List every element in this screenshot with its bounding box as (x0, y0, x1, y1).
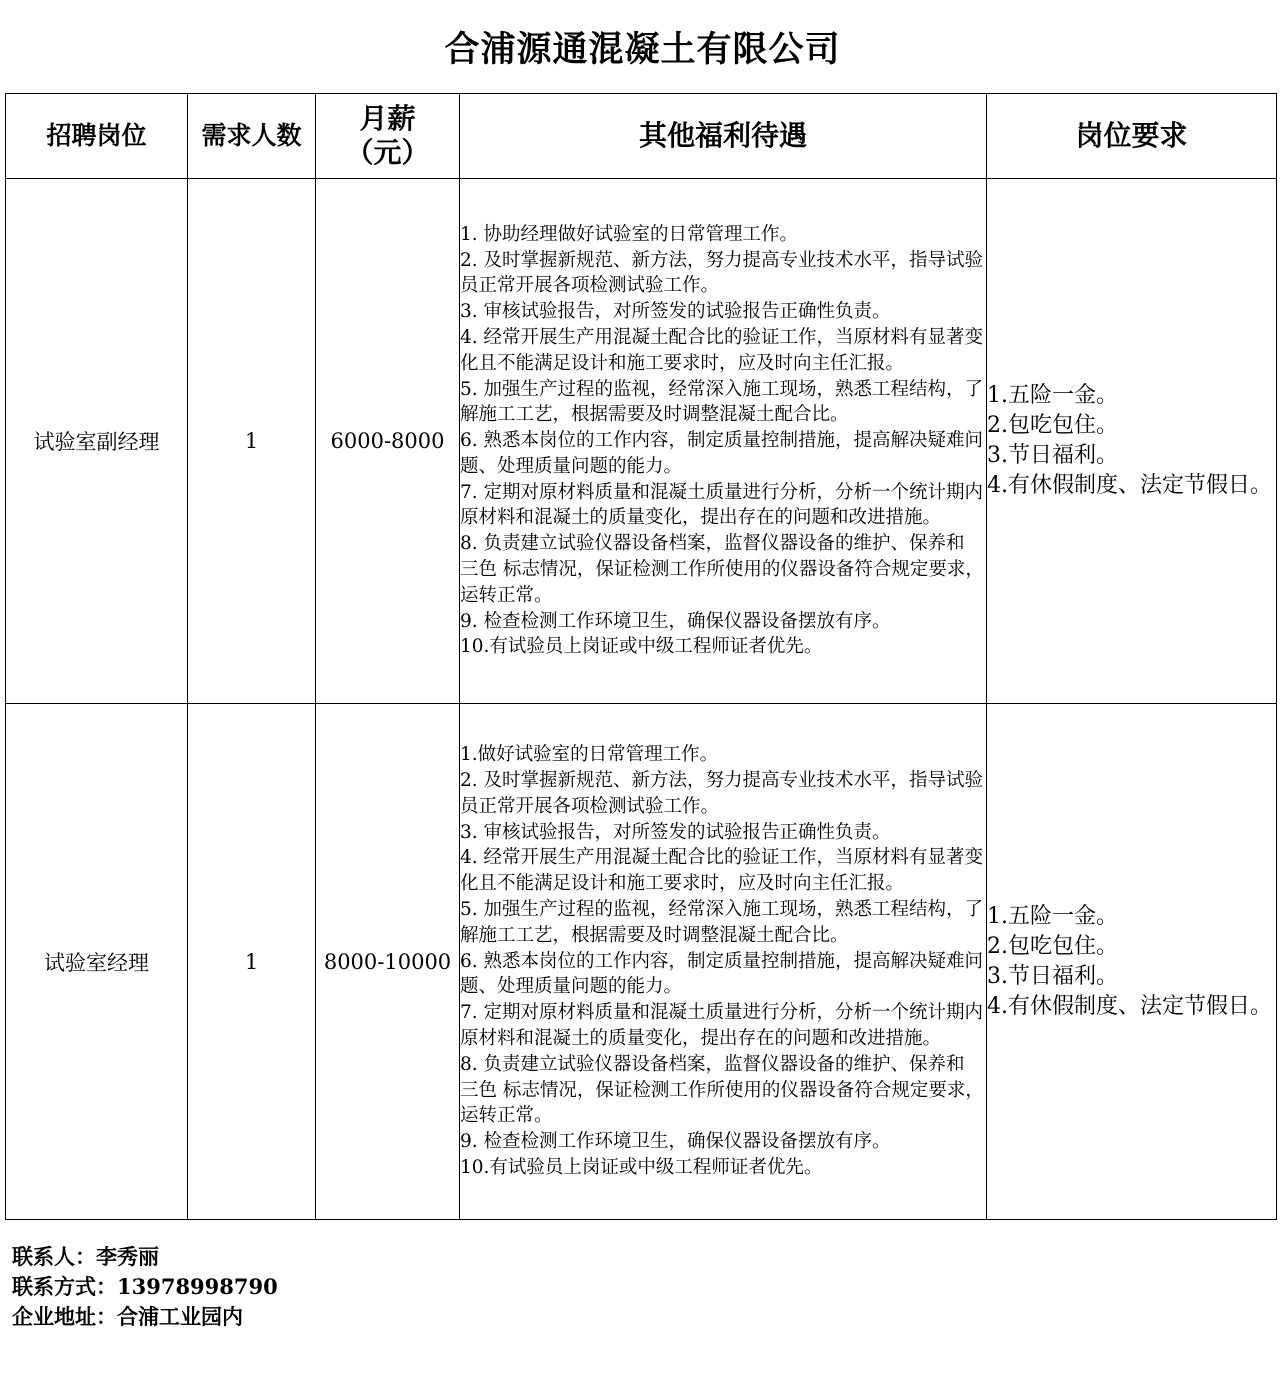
benefit-item: 2.包吃包住。 (987, 413, 1118, 438)
job-count: 1 (188, 704, 316, 1220)
contact-phone: 联系方式：13978998790 (12, 1274, 278, 1299)
benefit-item: 1.五险一金。 (987, 383, 1118, 408)
duty-item: 2. 及时掌握新规范、新方法，努力提高专业技术水平，指导试验员正常开展各项检测试验工作。 (460, 249, 984, 297)
duty-item: 8. 负责建立试验仪器设备档案，监督仪器设备的维护、保养和 三色 标志情况，保证检测工作所使用的仪器设备符合规定要求，运转正常。 (460, 1053, 984, 1127)
duty-item: 10.有试验员上岗证或中级工程师证者优先。 (460, 1156, 823, 1178)
duty-item: 10.有试验员上岗证或中级工程师证者优先。 (460, 636, 823, 658)
page-title: 合浦源通混凝土有限公司 (444, 29, 841, 70)
header-salary-line2: （元） (345, 136, 430, 169)
job-benefits (987, 179, 1277, 704)
duty-item: 3. 审核试验报告，对所签发的试验报告正确性负责。 (460, 301, 891, 323)
duty-item: 1. 协助经理做好试验室的日常管理工作。 (460, 223, 799, 245)
benefit-item: 4.有休假制度、法定节假日。 (987, 993, 1272, 1019)
header-requirements: 岗位要求 (987, 94, 1277, 179)
benefit-item: 3.节日福利。 (987, 443, 1118, 468)
duty-item: 8. 负责建立试验仪器设备档案，监督仪器设备的维护、保养和 三色 标志情况，保证检测工作所使用的仪器设备符合规定要求，运转正常。 (460, 533, 984, 606)
benefit-item: 1.五险一金。 (987, 903, 1118, 929)
table-row (6, 704, 1277, 1220)
job-duties (460, 704, 987, 1220)
duty-item: 9. 检查检测工作环境卫生，确保仪器设备摆放有序。 (460, 1131, 891, 1153)
header-row (6, 94, 1277, 179)
duty-item: 9. 检查检测工作环境卫生，确保仪器设备摆放有序。 (460, 610, 891, 632)
header-position: 招聘岗位 (6, 94, 188, 179)
benefit-item: 2.包吃包住。 (987, 933, 1118, 959)
duty-item: 4. 经常开展生产用混凝土配合比的验证工作，当原材料有显著变化且不能满足设计和施工要求时，应及时向主任汇报。 (460, 326, 984, 374)
job-benefits (987, 704, 1277, 1220)
recruitment-table (5, 93, 1277, 1220)
header-salary (316, 94, 460, 179)
job-count: 1 (188, 179, 316, 704)
benefit-item: 4.有休假制度、法定节假日。 (987, 473, 1272, 498)
duty-item: 3. 审核试验报告，对所签发的试验报告正确性负责。 (460, 821, 891, 843)
header-benefits: 其他福利待遇 (460, 94, 987, 179)
duty-item: 7. 定期对原材料质量和混凝土质量进行分析，分析一个统计期内原材料和混凝土的质量变化，提出存在的问题和改进措施。 (460, 481, 984, 529)
job-salary: 6000-8000 (316, 179, 460, 704)
benefit-item: 3.节日福利。 (987, 963, 1118, 989)
duty-item: 5. 加强生产过程的监视，经常深入施工现场，熟悉工程结构，了解施工工艺，根据需要及时调整混凝土配合比。 (460, 899, 984, 946)
duty-item: 6. 熟悉本岗位的工作内容，制定质量控制措施，提高解决疑难问题、处理质量问题的能力。 (460, 430, 984, 477)
job-position: 试验室副经理 (6, 179, 188, 704)
duty-item: 4. 经常开展生产用混凝土配合比的验证工作，当原材料有显著变化且不能满足设计和施工要求时，应及时向主任汇报。 (460, 847, 984, 895)
job-salary: 8000-10000 (316, 704, 460, 1220)
job-position: 试验室经理 (6, 704, 188, 1220)
duty-item: 7. 定期对原材料质量和混凝土质量进行分析，分析一个统计期内原材料和混凝土的质量变化，提出存在的问题和改进措施。 (460, 1002, 984, 1049)
header-count: 需求人数 (188, 94, 316, 179)
table-row (6, 179, 1277, 704)
duty-item: 1.做好试验室的日常管理工作。 (460, 744, 719, 766)
duty-item: 2. 及时掌握新规范、新方法，努力提高专业技术水平，指导试验员正常开展各项检测试验工作。 (460, 770, 984, 817)
contact-person: 联系人：李秀丽 (12, 1244, 159, 1269)
duty-item: 6. 熟悉本岗位的工作内容，制定质量控制措施，提高解决疑难问题、处理质量问题的能力。 (460, 950, 984, 998)
contact-address: 企业地址：合浦工业园内 (12, 1304, 243, 1329)
job-duties (460, 179, 987, 704)
duty-item: 5. 加强生产过程的监视，经常深入施工现场，熟悉工程结构，了解施工工艺，根据需要及时调整混凝土配合比。 (460, 378, 984, 426)
contact-info (12, 1242, 278, 1332)
header-salary-line1: 月薪 (359, 102, 416, 135)
